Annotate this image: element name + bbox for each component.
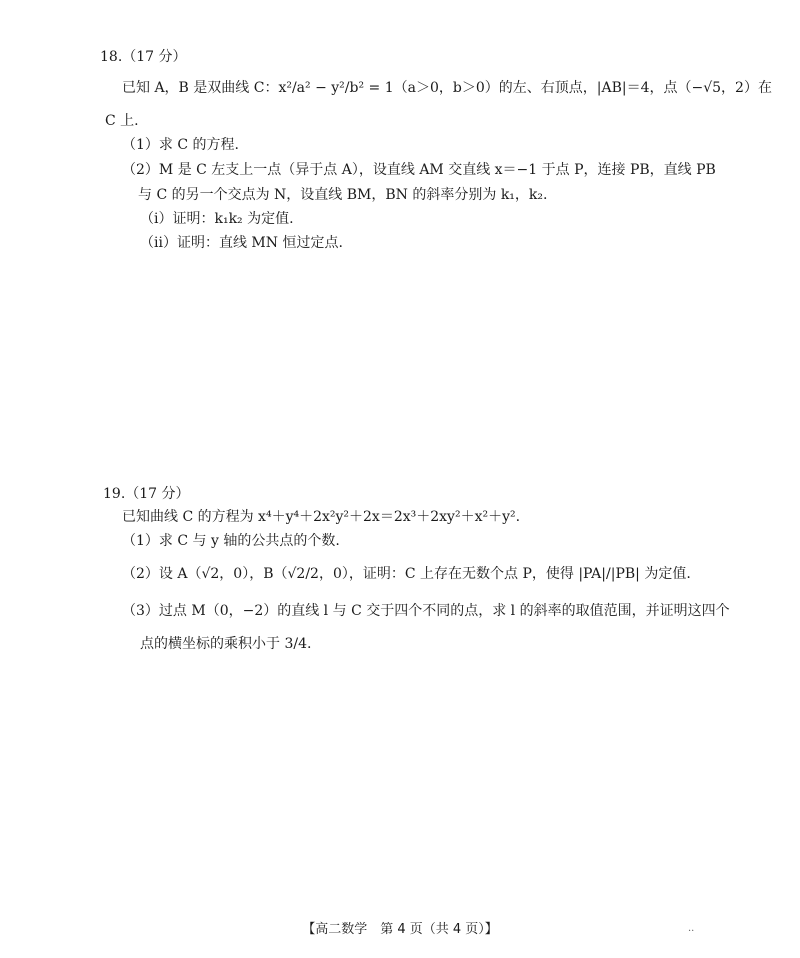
question-18-stem-line2: C 上.: [105, 113, 139, 129]
question-19-stem: 已知曲线 C 的方程为 x⁴＋y⁴＋2x²y²＋2x＝2x³＋2xy²＋x²＋y².: [122, 509, 521, 525]
question-18-part2-line2: 与 C 的另一个交点为 N，设直线 BM，BN 的斜率分别为 k₁，k₂.: [138, 187, 548, 203]
question-18-part2-ii: （ⅱ）证明：直线 MN 恒过定点.: [140, 235, 343, 251]
scan-mark: ··: [688, 926, 695, 937]
page-footer: 【高二数学 第 4 页（共 4 页）】: [302, 922, 498, 937]
question-18-stem-line1: 已知 A，B 是双曲线 C：x²/a² − y²/b² = 1（a＞0，b＞0）的左、右顶点，|AB|＝4，点（−√5，2）在: [122, 80, 772, 96]
question-19-part2: （2）设 A（√2，0），B（√2/2，0），证明：C 上存在无数个点 P，使得 |PA|/|PB| 为定值.: [122, 566, 691, 582]
question-19-part1: （1）求 C 与 y 轴的公共点的个数.: [122, 533, 340, 549]
question-18-header: 18.（17 分）: [100, 49, 187, 65]
question-19-header: 19.（17 分）: [103, 486, 190, 502]
question-18-part2-line1: （2）M 是 C 左支上一点（异于点 A），设直线 AM 交直线 x＝−1 于点 P，连接 PB，直线 PB: [122, 162, 716, 178]
question-19-part3-line2: 点的横坐标的乘积小于 3/4.: [140, 636, 312, 652]
question-18-part2-i: （ⅰ）证明：k₁k₂ 为定值.: [140, 211, 294, 227]
question-19-part3-line1: （3）过点 M（0，−2）的直线 l 与 C 交于四个不同的点，求 l 的斜率的取值范围，并证明这四个: [122, 603, 730, 619]
question-18-part1: （1）求 C 的方程.: [122, 137, 239, 153]
